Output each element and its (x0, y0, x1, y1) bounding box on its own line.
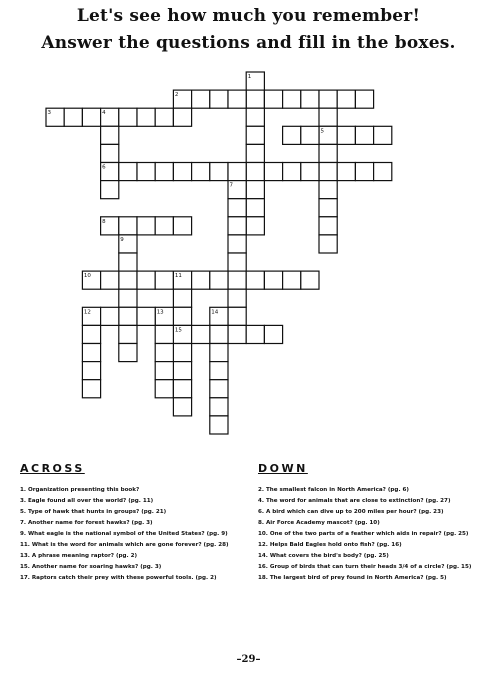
crossword-cell[interactable] (246, 181, 264, 199)
crossword-cell[interactable] (319, 144, 337, 162)
clue-number: 11 (174, 273, 182, 280)
across-clue-13: 13. A phrase meaning raptor? (pg. 2) (20, 553, 138, 559)
clue-number: 8 (102, 218, 106, 225)
crossword-cell[interactable] (228, 217, 246, 235)
down-clue-16: 16. Group of birds that can turn their heads 3/4 of a circle? (pg. 15) (258, 564, 472, 570)
crossword-cell[interactable] (319, 199, 337, 217)
crossword-cell[interactable] (137, 271, 155, 289)
crossword-cell[interactable] (264, 325, 282, 343)
heading-line-1: Let's see how much you remember! (76, 6, 421, 26)
crossword-cell[interactable] (228, 163, 246, 181)
crossword-cell[interactable] (228, 90, 246, 108)
crossword-cell[interactable] (119, 289, 137, 307)
clue-number: 9 (120, 236, 124, 243)
crossword-cell[interactable] (119, 108, 137, 126)
crossword-cell[interactable] (319, 90, 337, 108)
crossword-cell[interactable] (264, 90, 282, 108)
clue-number: 14 (211, 309, 219, 316)
crossword-cell[interactable] (101, 307, 119, 325)
crossword-cell[interactable] (173, 289, 191, 307)
crossword-cell[interactable] (319, 181, 337, 199)
crossword-cell[interactable] (173, 163, 191, 181)
crossword-cell[interactable] (101, 181, 119, 199)
crossword-cell[interactable] (210, 416, 228, 434)
crossword-cell[interactable] (228, 253, 246, 271)
crossword-cell[interactable] (64, 108, 82, 126)
down-clue-6: 6. A bird which can dive up to 200 miles per hour? (pg. 23) (258, 509, 444, 515)
crossword-cell[interactable] (119, 271, 137, 289)
crossword-cell[interactable] (337, 163, 355, 181)
crossword-cell[interactable] (82, 108, 100, 126)
crossword-cell[interactable] (246, 144, 264, 162)
crossword-cell[interactable] (119, 325, 137, 343)
across-clue-7: 7. Another name for forest hawks? (pg. 3) (20, 520, 153, 526)
crossword-cell[interactable] (101, 126, 119, 144)
crossword-cell[interactable] (155, 217, 173, 235)
crossword-cell[interactable] (355, 126, 373, 144)
crossword-cell[interactable] (119, 344, 137, 362)
crossword-cell[interactable] (210, 271, 228, 289)
crossword-cell[interactable] (173, 398, 191, 416)
crossword-cell[interactable] (82, 362, 100, 380)
crossword-cell[interactable] (301, 126, 319, 144)
crossword-cell[interactable] (192, 271, 210, 289)
crossword-cell[interactable] (155, 108, 173, 126)
down-clue-list (258, 487, 492, 586)
crossword-cell[interactable] (355, 90, 373, 108)
crossword-cell[interactable] (246, 217, 264, 235)
crossword-cell[interactable] (246, 108, 264, 126)
across-title: ACROSS (20, 462, 85, 475)
clue-number: 1 (247, 74, 252, 80)
crossword-cell[interactable] (264, 163, 282, 181)
crossword-cell[interactable] (228, 271, 246, 289)
crossword-cell[interactable] (301, 163, 319, 181)
across-clue-9: 9. What eagle is the national symbol of the United States? (pg. 9) (20, 531, 228, 537)
crossword-cell[interactable] (264, 271, 282, 289)
clue-number: 10 (83, 273, 91, 280)
crossword-cell[interactable] (192, 163, 210, 181)
crossword-cell[interactable] (337, 126, 355, 144)
crossword-cell[interactable] (246, 90, 264, 108)
crossword-cell[interactable] (137, 163, 155, 181)
page-number: –29– (236, 654, 261, 665)
crossword-cell[interactable] (228, 235, 246, 253)
crossword-cell[interactable] (82, 380, 100, 398)
crossword-cell[interactable] (210, 398, 228, 416)
down-clue-4: 4. The word for animals that are close to extinction? (pg. 27) (258, 498, 451, 504)
crossword-cell[interactable] (155, 163, 173, 181)
crossword-cell[interactable] (137, 217, 155, 235)
down-clue-18: 18. The largest bird of prey found in North America? (pg. 5) (258, 575, 447, 581)
crossword-cell[interactable] (319, 108, 337, 126)
crossword-cell[interactable] (228, 289, 246, 307)
crossword-cell[interactable] (192, 90, 210, 108)
down-title: DOWN (258, 462, 308, 475)
crossword-cell[interactable] (283, 271, 301, 289)
crossword-cell[interactable] (173, 362, 191, 380)
crossword-cell[interactable] (283, 126, 301, 144)
crossword-cell[interactable] (155, 362, 173, 380)
crossword-cell[interactable] (82, 344, 100, 362)
crossword-cell[interactable] (210, 362, 228, 380)
crossword-cell[interactable] (210, 163, 228, 181)
crossword-cell[interactable] (374, 126, 392, 144)
crossword-cell[interactable] (192, 325, 210, 343)
across-clue-15: 15. Another name for soaring hawks? (pg. 3) (20, 564, 162, 570)
crossword-cell[interactable] (101, 144, 119, 162)
crossword-cell[interactable] (155, 271, 173, 289)
crossword-cell[interactable] (119, 163, 137, 181)
crossword-cell[interactable] (246, 163, 264, 181)
crossword-cell[interactable] (173, 217, 191, 235)
crossword-cell[interactable] (355, 163, 373, 181)
crossword-cell[interactable] (119, 253, 137, 271)
down-clue-2: 2. The smallest falcon in North America? (pg. 6) (258, 487, 409, 493)
crossword-cell[interactable] (246, 126, 264, 144)
crossword-cell[interactable] (228, 199, 246, 217)
crossword-cell[interactable] (155, 344, 173, 362)
crossword-cell[interactable] (210, 380, 228, 398)
clue-number: 12 (83, 309, 91, 316)
crossword-cell[interactable] (155, 380, 173, 398)
crossword-cell[interactable] (283, 90, 301, 108)
crossword-cell[interactable] (301, 90, 319, 108)
crossword-cell[interactable] (210, 344, 228, 362)
crossword-cell[interactable] (137, 108, 155, 126)
clue-number: 6 (102, 164, 106, 171)
crossword-cell[interactable] (319, 217, 337, 235)
down-clue-8: 8. Air Force Academy mascot? (pg. 10) (258, 520, 380, 526)
across-clue-1: 1. Organization presenting this book? (20, 487, 140, 493)
down-clue-10: 10. One of the two parts of a feather which aids in repair? (pg. 25) (258, 531, 469, 537)
heading-line-2: Answer the questions and fill in the boxes. (41, 33, 456, 53)
across-clue-5: 5. Type of hawk that hunts in groups? (pg. 21) (20, 509, 167, 515)
crossword-cell[interactable] (283, 163, 301, 181)
crossword-cell[interactable] (119, 217, 137, 235)
crossword-cell[interactable] (228, 307, 246, 325)
crossword-cell[interactable] (119, 307, 137, 325)
down-clue-14: 14. What covers the bird's body? (pg. 25) (258, 553, 389, 559)
clue-number: 13 (156, 309, 164, 316)
across-clue-list (20, 487, 245, 586)
clue-number: 2 (174, 92, 179, 99)
clue-number: 3 (47, 110, 51, 117)
crossword-cell[interactable] (301, 271, 319, 289)
crossword-cell[interactable] (155, 325, 173, 343)
crossword-cell[interactable] (137, 307, 155, 325)
crossword-cell[interactable] (82, 325, 100, 343)
crossword-cell[interactable] (246, 199, 264, 217)
crossword-cell[interactable] (101, 271, 119, 289)
clue-number: 15 (174, 327, 182, 334)
crossword-cell[interactable] (246, 271, 264, 289)
crossword-cell[interactable] (210, 325, 228, 343)
clue-number: 7 (229, 182, 233, 189)
crossword-cell[interactable] (337, 90, 355, 108)
clue-number: 4 (102, 110, 106, 117)
crossword-cell[interactable] (319, 163, 337, 181)
crossword-cell[interactable] (173, 307, 191, 325)
crossword-cell[interactable] (173, 380, 191, 398)
crossword-cell[interactable] (228, 325, 246, 343)
across-clue-17: 17. Raptors catch their prey with these powerful tools. (pg. 2) (20, 575, 217, 581)
down-clue-12: 12. Helps Bald Eagles hold onto fish? (pg. 16) (258, 542, 402, 548)
across-clue-11: 11. What is the word for animals which are gone forever? (pg. 28) (20, 542, 229, 548)
crossword-cell[interactable] (246, 325, 264, 343)
crossword-cell[interactable] (374, 163, 392, 181)
clue-number: 5 (320, 128, 324, 135)
crossword-cell[interactable] (173, 344, 191, 362)
crossword-cell[interactable] (319, 235, 337, 253)
across-clue-3: 3. Eagle found all over the world? (pg. 11) (20, 498, 154, 504)
crossword-cell[interactable] (210, 90, 228, 108)
crossword-cell[interactable] (173, 108, 191, 126)
